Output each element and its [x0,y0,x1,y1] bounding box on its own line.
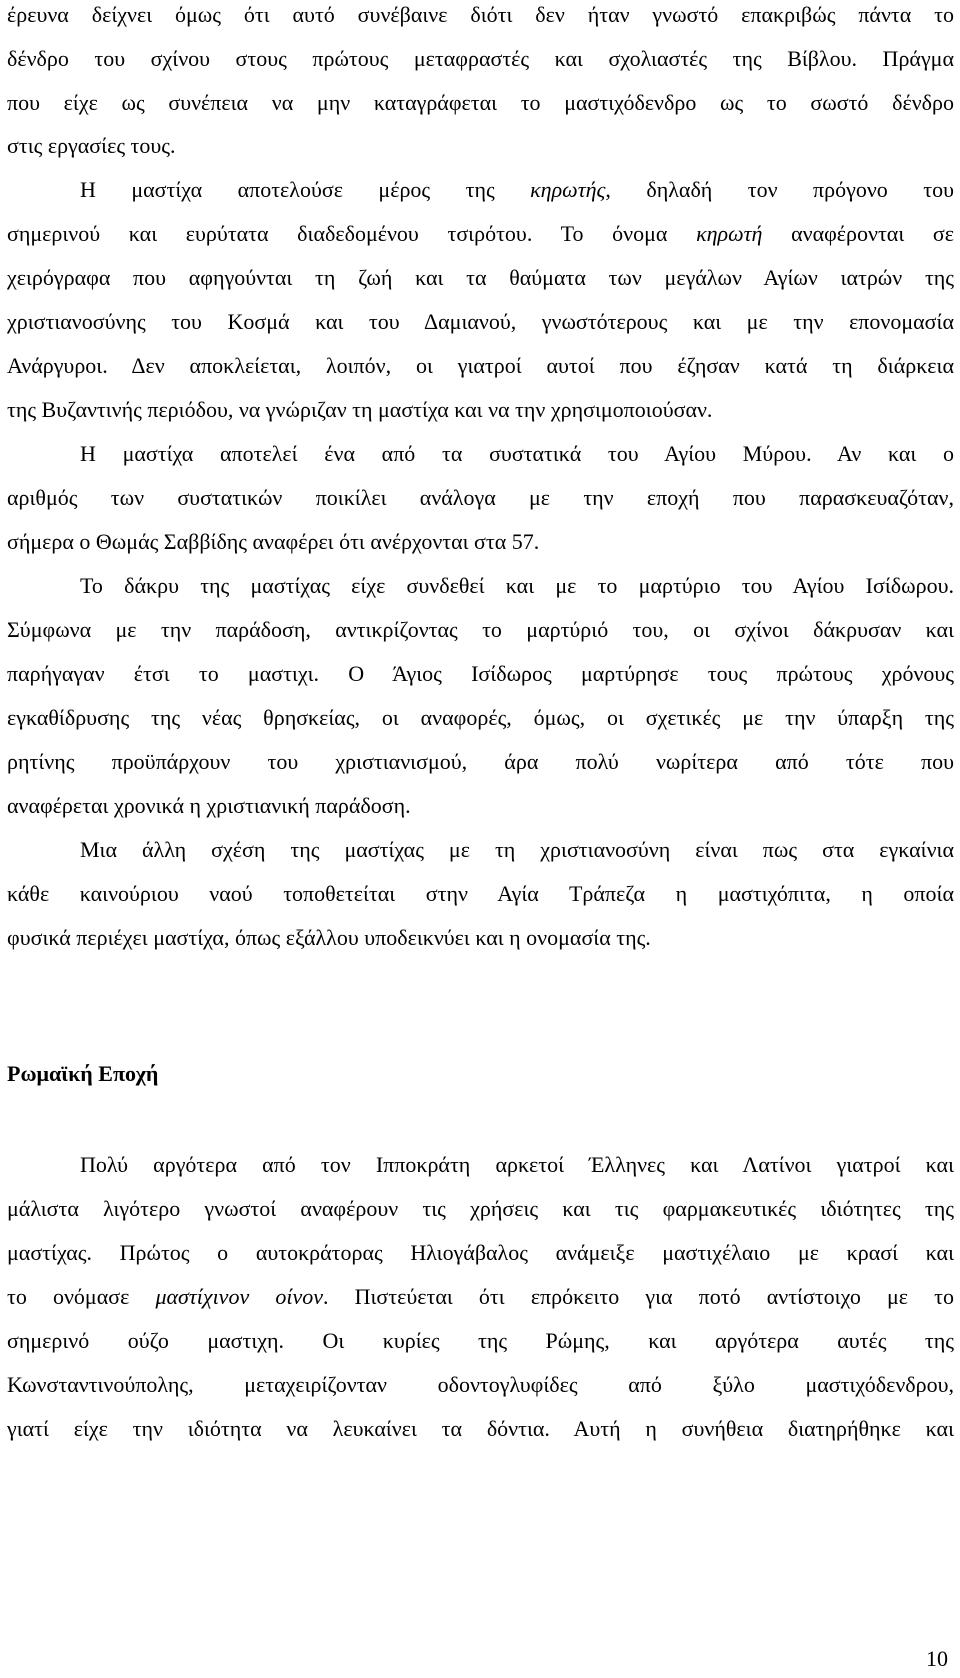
text-line [7,219,954,249]
text-line: παρήγαγαν έτσι το μαστιχι. Ο Άγιος Ισίδωρος μαρτύρησε τους πρώτους χρόνους [7,661,954,686]
text-line: χειρόγραφα που αφηγούνται τη ζωή και τα θαύματα των μεγάλων Αγίων ιατρών της [7,265,954,290]
text-line: αριθμός των συστατικών ποικίλει ανάλογα με την εποχή που παρασκευαζόταν, [7,485,954,510]
text-line: της Βυζαντινής περιόδου, να γνώριζαν τη μαστίχα και να την χρησιμοποιούσαν. [7,397,713,422]
italic-term: κηρωτής [530,177,606,202]
text-run: το ονόμασε [7,1284,156,1309]
text-run: . Πιστεύεται ότι επρόκειτο για ποτό αντίστοιχο με το [323,1284,954,1309]
text-line: δένδρο του σχίνου στους πρώτους μεταφραστές και σχολιαστές της Βίβλου. Πράγμα [7,46,954,71]
text-line: έρευνα δείχνει όμως ότι αυτό συνέβαινε διότι δεν ήταν γνωστό επακριβώς πάντα το [7,2,954,27]
text-run: Η μαστίχα αποτελούσε μέρος της [80,177,531,202]
text-line: στις εργασίες τους. [7,133,176,158]
page-number: 10 [926,1646,948,1671]
text-run: σημερινού και ευρύτατα διαδεδομένου τσιρότου. Το όνομα [7,221,697,246]
text-line: φυσικά περιέχει μαστίχα, όπως εξάλλου υποδεικνύει και η ονομασία της. [7,925,651,950]
text-line [80,175,954,205]
text-line: σημερινό ούζο μαστιχη. Οι κυρίες της Ρώμης, και αργότερα αυτές της [7,1328,954,1353]
text-run: , δηλαδή τον πρόγονο του [605,177,954,202]
text-line: σήμερα ο Θωμάς Σαββίδης αναφέρει ότι ανέρχονται στα 57. [7,529,540,554]
text-line: μαστίχας. Πρώτος ο αυτοκράτορας Ηλιογάβαλος ανάμειξε μαστιχέλαιο με κρασί και [7,1240,954,1265]
italic-term: κηρωτή [696,221,763,246]
text-line: Κωνσταντινούπολης, μεταχειρίζονταν οδοντογλυφίδες από ξύλο μαστιχόδενδρου, [7,1372,954,1397]
text-line: Ανάργυροι. Δεν αποκλείεται, λοιπόν, οι γιατροί αυτοί που έζησαν κατά τη διάρκεια [7,353,954,378]
text-run: αναφέρονται σε [762,221,954,246]
text-line: Πολύ αργότερα από τον Ιπποκράτη αρκετοί Έλληνες και Λατίνοι γιατροί και [80,1152,954,1177]
text-line: αναφέρεται χρονικά η χριστιανική παράδοση. [7,793,411,818]
text-line: Σύμφωνα με την παράδοση, αντικρίζοντας το μαρτύριό του, οι σχίνοι δάκρυσαν και [7,617,954,642]
text-line: εγκαθίδρυσης της νέας θρησκείας, οι αναφορές, όμως, οι σχετικές με την ύπαρξη της [7,705,954,730]
text-line: κάθε καινούριου ναού τοποθετείται στην Αγία Τράπεζα η μαστιχόπιτα, η οποία [7,881,954,906]
text-line: ρητίνης προϋπάρχουν του χριστιανισμού, άρα πολύ νωρίτερα από τότε που [7,749,954,774]
text-line: γιατί είχε την ιδιότητα να λευκαίνει τα δόντια. Αυτή η συνήθεια διατηρήθηκε και [7,1416,954,1441]
text-line: Μια άλλη σχέση της μαστίχας με τη χριστιανοσύνη είναι πως στα εγκαίνια [80,837,954,862]
text-line: μάλιστα λιγότερο γνωστοί αναφέρουν τις χρήσεις και τις φαρμακευτικές ιδιότητες της [7,1196,954,1221]
text-line [7,1282,954,1312]
text-line: Η μαστίχα αποτελεί ένα από τα συστατικά του Αγίου Μύρου. Αν και ο [80,441,954,466]
text-line: χριστιανοσύνης του Κοσμά και του Δαμιανού, γνωστότερους και με την επονομασία [7,309,954,334]
section-heading: Ρωμαϊκή Εποχή [7,1061,159,1086]
text-line: Το δάκρυ της μαστίχας είχε συνδεθεί και με το μαρτύριο του Αγίου Ισίδωρου. [80,573,954,598]
text-line: που είχε ως συνέπεια να μην καταγράφεται το μαστιχόδενδρο ως το σωστό δένδρο [7,90,954,115]
italic-term: μαστίχινον οίνον [155,1284,323,1309]
